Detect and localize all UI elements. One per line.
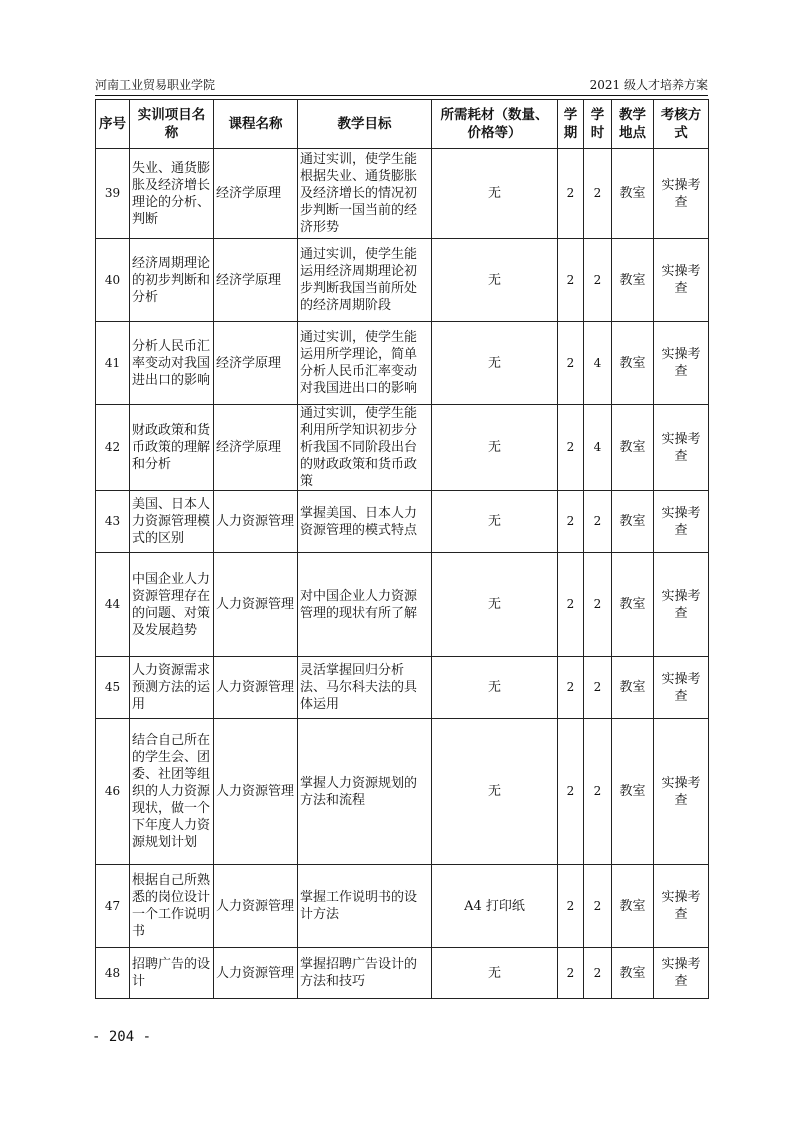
cell-materials: 无 — [432, 405, 558, 491]
cell-goal: 通过实训，使学生能利用所学知识初步分析我国不同阶段出台的财政政策和货币政策 — [298, 405, 432, 491]
cell-materials: 无 — [432, 948, 558, 999]
cell-course: 人力资源管理 — [214, 491, 298, 553]
header-name: 实训项目名称 — [130, 100, 214, 149]
cell-name: 中国企业人力资源管理存在的问题、对策及发展趋势 — [130, 553, 214, 657]
cell-place: 教室 — [612, 405, 654, 491]
cell-materials: 无 — [432, 149, 558, 239]
header-materials: 所需耗材（数量、价格等） — [432, 100, 558, 149]
cell-no: 46 — [96, 719, 130, 865]
cell-hours: 2 — [584, 239, 612, 322]
cell-course: 人力资源管理 — [214, 719, 298, 865]
school-name: 河南工业贸易职业学院 — [95, 78, 216, 92]
table-row — [96, 322, 709, 405]
cell-term: 2 — [558, 719, 584, 865]
cell-goal: 灵活掌握回归分析法、马尔科夫法的具体运用 — [298, 657, 432, 719]
cell-no: 40 — [96, 239, 130, 322]
cell-course: 人力资源管理 — [214, 553, 298, 657]
cell-place: 教室 — [612, 239, 654, 322]
table-row — [96, 239, 709, 322]
cell-place: 教室 — [612, 657, 654, 719]
cell-course: 人力资源管理 — [214, 865, 298, 948]
cell-place: 教室 — [612, 865, 654, 948]
table-row — [96, 657, 709, 719]
cell-materials: 无 — [432, 239, 558, 322]
cell-assess: 实操考查 — [654, 405, 709, 491]
cell-hours: 2 — [584, 491, 612, 553]
cell-materials: 无 — [432, 491, 558, 553]
cell-materials: 无 — [432, 553, 558, 657]
cell-course: 经济学原理 — [214, 322, 298, 405]
page-header — [95, 76, 708, 94]
cell-place: 教室 — [612, 491, 654, 553]
header-no: 序号 — [96, 100, 130, 149]
cell-assess: 实操考查 — [654, 239, 709, 322]
header-goal: 教学目标 — [298, 100, 432, 149]
header-course: 课程名称 — [214, 100, 298, 149]
cell-course: 经济学原理 — [214, 149, 298, 239]
table-row — [96, 948, 709, 999]
cell-term: 2 — [558, 322, 584, 405]
cell-assess: 实操考查 — [654, 553, 709, 657]
table-header-row — [96, 100, 709, 149]
cell-place: 教室 — [612, 553, 654, 657]
cell-hours: 2 — [584, 719, 612, 865]
cell-hours: 2 — [584, 865, 612, 948]
cell-name: 美国、日本人力资源管理模式的区别 — [130, 491, 214, 553]
cell-goal: 对中国企业人力资源管理的现状有所了解 — [298, 553, 432, 657]
cell-hours: 2 — [584, 553, 612, 657]
header-hours: 学时 — [584, 100, 612, 149]
cell-materials: 无 — [432, 719, 558, 865]
cell-goal: 掌握招聘广告设计的方法和技巧 — [298, 948, 432, 999]
cell-materials: 无 — [432, 657, 558, 719]
cell-name: 财政政策和货币政策的理解和分析 — [130, 405, 214, 491]
cell-course: 经济学原理 — [214, 405, 298, 491]
table-row — [96, 405, 709, 491]
cell-no: 47 — [96, 865, 130, 948]
cell-term: 2 — [558, 491, 584, 553]
cell-goal: 掌握人力资源规划的方法和流程 — [298, 719, 432, 865]
training-table — [95, 99, 709, 999]
cell-goal: 通过实训，使学生能运用经济周期理论初步判断我国当前所处的经济周期阶段 — [298, 239, 432, 322]
cell-name: 根据自己所熟悉的岗位设计一个工作说明书 — [130, 865, 214, 948]
cell-name: 失业、通货膨胀及经济增长理论的分析、判断 — [130, 149, 214, 239]
table-row — [96, 491, 709, 553]
cell-hours: 2 — [584, 948, 612, 999]
cell-course: 人力资源管理 — [214, 948, 298, 999]
cell-assess: 实操考查 — [654, 948, 709, 999]
cell-place: 教室 — [612, 948, 654, 999]
cell-no: 44 — [96, 553, 130, 657]
cell-no: 42 — [96, 405, 130, 491]
cell-course: 人力资源管理 — [214, 657, 298, 719]
cell-term: 2 — [558, 865, 584, 948]
header-place: 教学地点 — [612, 100, 654, 149]
cell-goal: 掌握美国、日本人力资源管理的模式特点 — [298, 491, 432, 553]
cell-term: 2 — [558, 149, 584, 239]
cell-hours: 2 — [584, 657, 612, 719]
cell-place: 教室 — [612, 719, 654, 865]
cell-name: 经济周期理论的初步判断和分析 — [130, 239, 214, 322]
cell-term: 2 — [558, 239, 584, 322]
table-row — [96, 149, 709, 239]
cell-assess: 实操考查 — [654, 491, 709, 553]
cell-assess: 实操考查 — [654, 322, 709, 405]
cell-goal: 掌握工作说明书的设计方法 — [298, 865, 432, 948]
cell-assess: 实操考查 — [654, 865, 709, 948]
cell-hours: 2 — [584, 149, 612, 239]
cell-term: 2 — [558, 948, 584, 999]
header-term: 学期 — [558, 100, 584, 149]
cell-no: 48 — [96, 948, 130, 999]
cell-assess: 实操考查 — [654, 149, 709, 239]
table-row — [96, 719, 709, 865]
cell-name: 人力资源需求预测方法的运用 — [130, 657, 214, 719]
header-rule — [95, 95, 708, 96]
cell-materials: 无 — [432, 322, 558, 405]
cell-goal: 通过实训，使学生能根据失业、通货膨胀及经济增长的情况初步判断一国当前的经济形势 — [298, 149, 432, 239]
cell-name: 结合自己所在的学生会、团委、社团等组织的人力资源现状，做一个下年度人力资源规划计划 — [130, 719, 214, 865]
cell-no: 41 — [96, 322, 130, 405]
page-number: - 204 - — [92, 1029, 152, 1045]
cell-hours: 4 — [584, 405, 612, 491]
cell-no: 39 — [96, 149, 130, 239]
cell-assess: 实操考查 — [654, 657, 709, 719]
cell-place: 教室 — [612, 322, 654, 405]
cell-goal: 通过实训，使学生能运用所学理论，简单分析人民币汇率变动对我国进出口的影响 — [298, 322, 432, 405]
cell-course: 经济学原理 — [214, 239, 298, 322]
cell-place: 教室 — [612, 149, 654, 239]
cell-term: 2 — [558, 553, 584, 657]
plan-title: 2021 级人才培养方案 — [589, 78, 708, 92]
cell-name: 招聘广告的设计 — [130, 948, 214, 999]
table-row — [96, 865, 709, 948]
cell-term: 2 — [558, 405, 584, 491]
table-row — [96, 553, 709, 657]
cell-assess: 实操考查 — [654, 719, 709, 865]
cell-hours: 4 — [584, 322, 612, 405]
cell-no: 43 — [96, 491, 130, 553]
cell-materials: A4 打印纸 — [432, 865, 558, 948]
cell-term: 2 — [558, 657, 584, 719]
cell-name: 分析人民币汇率变动对我国进出口的影响 — [130, 322, 214, 405]
header-assess: 考核方式 — [654, 100, 709, 149]
cell-no: 45 — [96, 657, 130, 719]
